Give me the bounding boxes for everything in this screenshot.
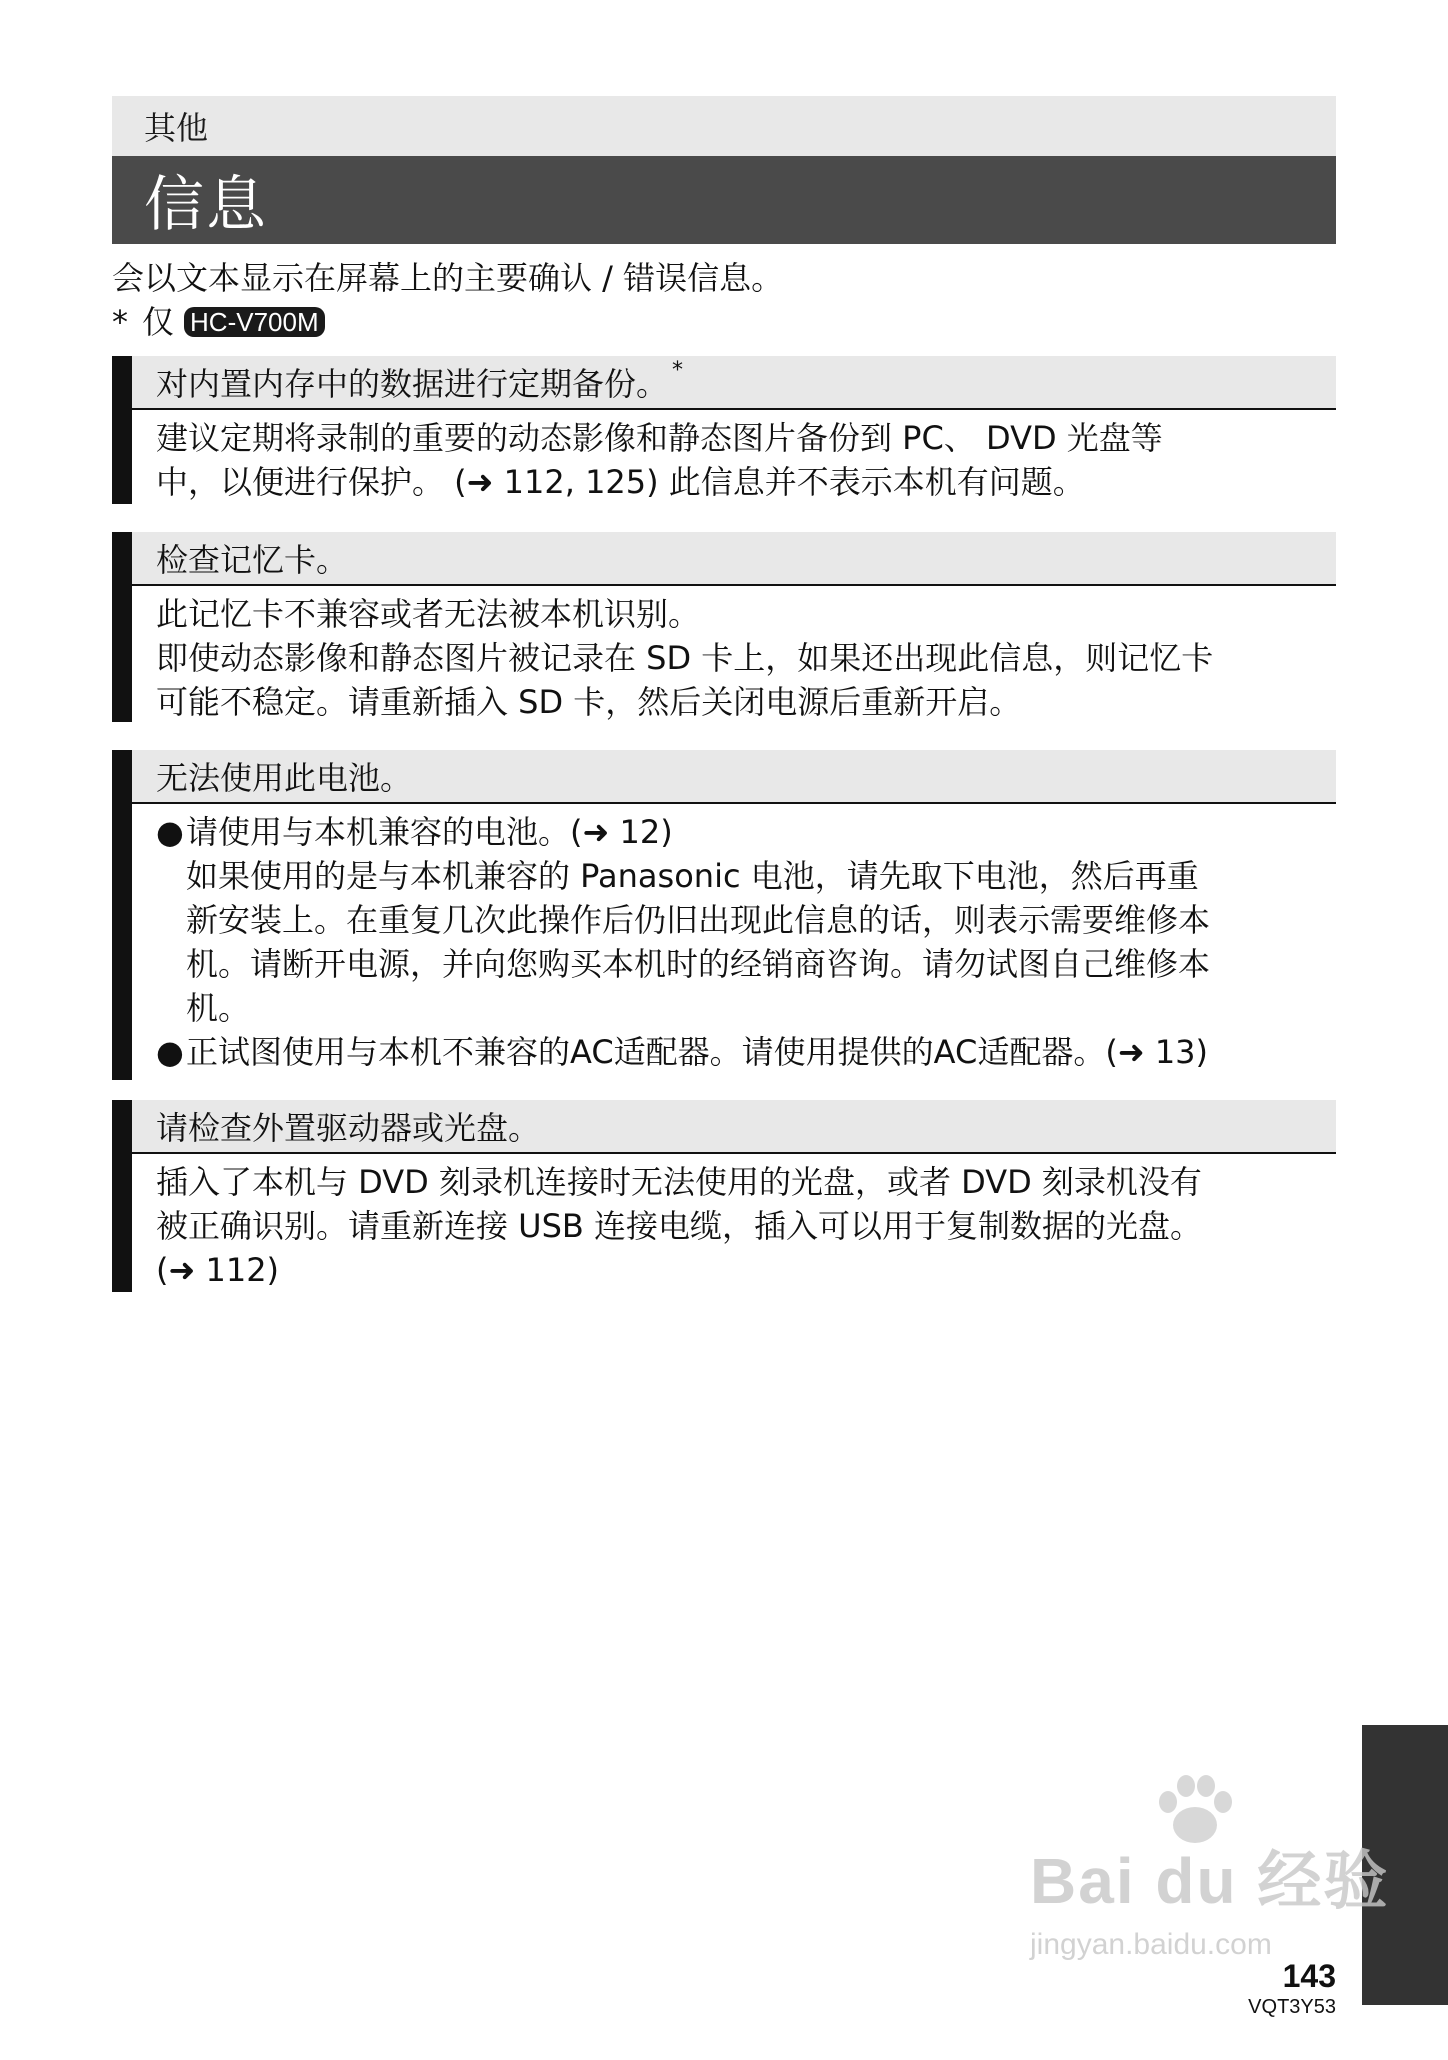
watermark-brand: Bai du 经验 (1030, 1845, 1390, 1917)
message-backup (112, 356, 1336, 504)
document-code: VQT3Y53 (1248, 1996, 1336, 2018)
message-body (132, 410, 1336, 504)
body-line: 机。 (186, 989, 251, 1027)
body-line: 中，以便进行保护。 (➜ 112, 125) 此信息并不表示本机有问题。 (156, 463, 1085, 501)
page-number: 143 (1282, 1958, 1336, 1994)
section-label: 其他 (144, 109, 209, 147)
message-heading (132, 750, 1336, 804)
message-rail (112, 1100, 132, 1292)
body-line: 可能不稳定。请重新插入 SD 卡，然后关闭电源后重新开启。 (156, 683, 1022, 721)
message-heading (132, 356, 1336, 410)
message-rail (112, 532, 132, 722)
message-body (132, 1154, 1336, 1292)
model-note (112, 302, 325, 342)
bullet-item (156, 1030, 1336, 1074)
message-external-drive (112, 1100, 1336, 1292)
baidu-watermark (1030, 1830, 1389, 1962)
intro-text: 会以文本显示在屏幕上的主要确认 / 错误信息。 (112, 259, 784, 297)
bullet-dot-icon: ● (156, 813, 184, 851)
body-line: 建议定期将录制的重要的动态影像和静态图片备份到 PC、 DVD 光盘等 (156, 419, 1163, 457)
note-text: 仅 (142, 303, 175, 341)
message-check-card (112, 532, 1336, 722)
bullet-item (156, 810, 1336, 854)
message-heading (132, 532, 1336, 586)
body-line: (➜ 112) (156, 1251, 280, 1289)
body-line: 机。请断开电源，并向您购买本机时的经销商咨询。请勿试图自己维修本 (186, 945, 1211, 983)
body-line: 插入了本机与 DVD 刻录机连接时无法使用的光盘，或者 DVD 刻录机没有 (156, 1163, 1202, 1201)
heading-text: 无法使用此电池。 (156, 759, 413, 797)
message-heading (132, 1100, 1336, 1154)
note-marker: * (112, 303, 128, 341)
heading-asterisk: * (672, 357, 684, 383)
page-title: 信息 (144, 170, 268, 240)
message-body (132, 586, 1336, 724)
body-line: 新安装上。在重复几次此操作后仍旧出现此信息的话，则表示需要维修本 (186, 901, 1211, 939)
body-line: 如果使用的是与本机兼容的 Panasonic 电池，请先取下电池，然后再重 (186, 857, 1199, 895)
message-body (132, 804, 1336, 1074)
bullet-text: 正试图使用与本机不兼容的AC适配器。请使用提供的AC适配器。(➜ 13) (186, 1033, 1209, 1071)
body-line: 此记忆卡不兼容或者无法被本机识别。 (156, 595, 701, 633)
heading-text: 对内置内存中的数据进行定期备份。 (156, 365, 669, 403)
message-battery (112, 750, 1336, 1080)
page-title-bar (112, 156, 1336, 244)
body-line: 即使动态影像和静态图片被记录在 SD 卡上，如果还出现此信息，则记忆卡 (156, 639, 1214, 677)
body-line: 被正确识别。请重新连接 USB 连接电缆，插入可以用于复制数据的光盘。 (156, 1207, 1203, 1245)
heading-text: 请检查外置驱动器或光盘。 (156, 1109, 541, 1147)
bullet-dot-icon: ● (156, 1033, 184, 1071)
paw-icon (1150, 1770, 1240, 1850)
watermark-url: jingyan.baidu.com (1030, 1928, 1272, 1961)
model-badge: HC-V700M (184, 307, 325, 337)
section-label-bar (112, 96, 1336, 156)
message-rail (112, 356, 132, 504)
bullet-text: 请使用与本机兼容的电池。(➜ 12) (186, 813, 673, 851)
message-rail (112, 750, 132, 1080)
heading-text: 检查记忆卡。 (156, 541, 349, 579)
